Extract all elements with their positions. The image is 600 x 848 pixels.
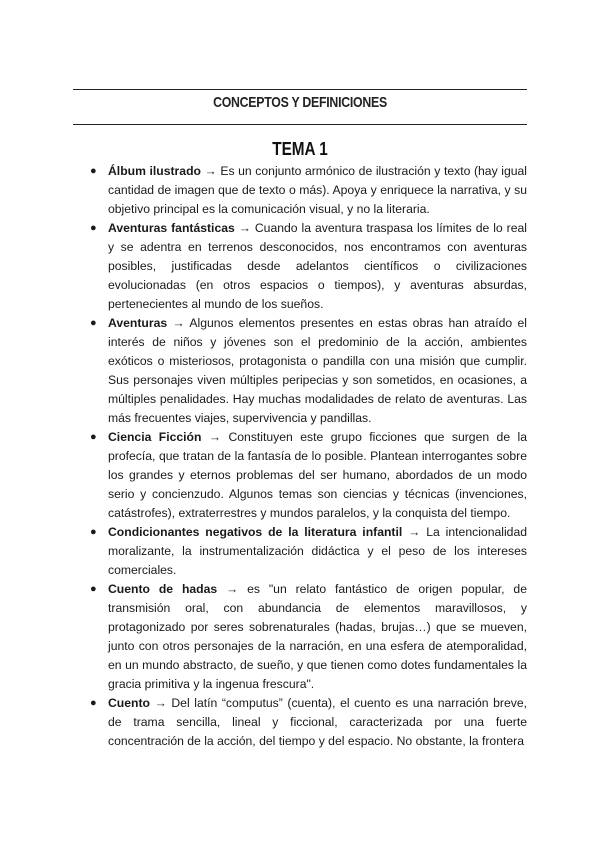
arrow-icon: → bbox=[234, 221, 255, 235]
definition-text: Del latín “computus” (cuenta), el cuento es una narración breve, de trama sencilla, lineal y ficcional, caracterizada por una fuerte concentración de la acción, del tiempo y del espacio. No obstante, la frontera bbox=[108, 696, 527, 748]
definition-item bbox=[90, 219, 527, 314]
section-title: TEMA 1 bbox=[272, 139, 328, 159]
bullet-icon: ● bbox=[90, 165, 97, 177]
definition-item bbox=[90, 162, 527, 219]
definition-term: Ciencia Ficción bbox=[108, 430, 202, 444]
definition-term: Álbum ilustrado bbox=[108, 164, 201, 178]
bullet-icon: ● bbox=[90, 697, 97, 709]
definition-text: Algunos elementos presentes en estas obras han atraído el interés de niños y jóvenes son el predominio de la acción, ambientes exóticos o misteriosos, protagonista o pandilla con una misión que cumplir. Sus personajes viven múltiples peripecias y son sometidos, en ocasiones, a múltiples penalidades. Hay muchas modalidades de relato de aventuras. Las más frecuentes viajes, supervivencia y pandillas. bbox=[108, 316, 527, 425]
arrow-icon: → bbox=[149, 696, 172, 710]
page-header-title: CONCEPTOS Y DEFINICIONES bbox=[213, 94, 387, 111]
arrow-icon: → bbox=[200, 164, 221, 178]
bullet-icon: ● bbox=[90, 317, 97, 329]
definition-term: Aventuras fantásticas bbox=[108, 221, 235, 235]
arrow-icon: → bbox=[402, 525, 427, 539]
definition-text: La intencionalidad moralizante, la instrumentalización didáctica y el peso de los intereses comerciales. bbox=[108, 525, 527, 577]
definition-text: Es un conjunto armónico de ilustración y texto (hay igual cantidad de imagen que de texto o más). Apoya y enriquece la narrativa, y su objetivo principal es la comunicación visual, y no la literaria. bbox=[108, 164, 528, 216]
bullet-icon: ● bbox=[90, 583, 97, 595]
arrow-icon: → bbox=[167, 316, 190, 330]
definition-item bbox=[90, 314, 527, 428]
definition-term: Cuento de hadas bbox=[108, 582, 218, 596]
bullet-icon: ● bbox=[90, 431, 97, 443]
bullet-icon: ● bbox=[90, 222, 97, 234]
definition-term: Cuento bbox=[108, 696, 150, 710]
definition-item bbox=[90, 428, 527, 523]
definition-term: Condicionantes negativos de la literatura infantil bbox=[108, 525, 403, 539]
arrow-icon: → bbox=[217, 582, 248, 596]
definition-text: Cuando la aventura traspasa los límites de lo real y se adentra en terrenos desconocidos, nos encontramos con aventuras posibles, justificadas desde adelantos científicos o civilizaciones evolucionadas (en otros espacios o tiempos), y aventuras absurdas, pertenecientes al mundo de los sueños. bbox=[108, 221, 527, 311]
definition-item bbox=[90, 580, 527, 694]
definition-term: Aventuras bbox=[108, 316, 168, 330]
definition-text: Constituyen este grupo ficciones que surgen de la profecía, que tratan de la fantasía de lo posible. Plantean interrogantes sobre los grandes y eternos problemas del ser humano, abordados de un modo serio y concienzudo. Algunos temas son ciencias y técnicas (invenciones, catástrofes), extraterrestres y mundos paralelos, y la conquista del tiempo. bbox=[108, 430, 528, 520]
definition-list bbox=[90, 162, 527, 751]
definition-text: es "un relato fantástico de origen popular, de transmisión oral, con abundancia de elementos maravillosos, y protagonizado por seres sobrenaturales (hadas, brujas…) que se mueven, junto con otros personajes de la narración, en una esfera de atemporalidad, en un mundo abstracto, de sueño, y que tienen como dotes fundamentales la gracia primitiva y la ingenua frescura". bbox=[108, 582, 527, 691]
bullet-icon: ● bbox=[90, 526, 97, 538]
header-rule-bottom bbox=[73, 124, 527, 125]
header-rule-top bbox=[73, 89, 527, 90]
arrow-icon: → bbox=[201, 430, 229, 444]
definition-item bbox=[90, 523, 527, 580]
definition-item bbox=[90, 694, 527, 751]
